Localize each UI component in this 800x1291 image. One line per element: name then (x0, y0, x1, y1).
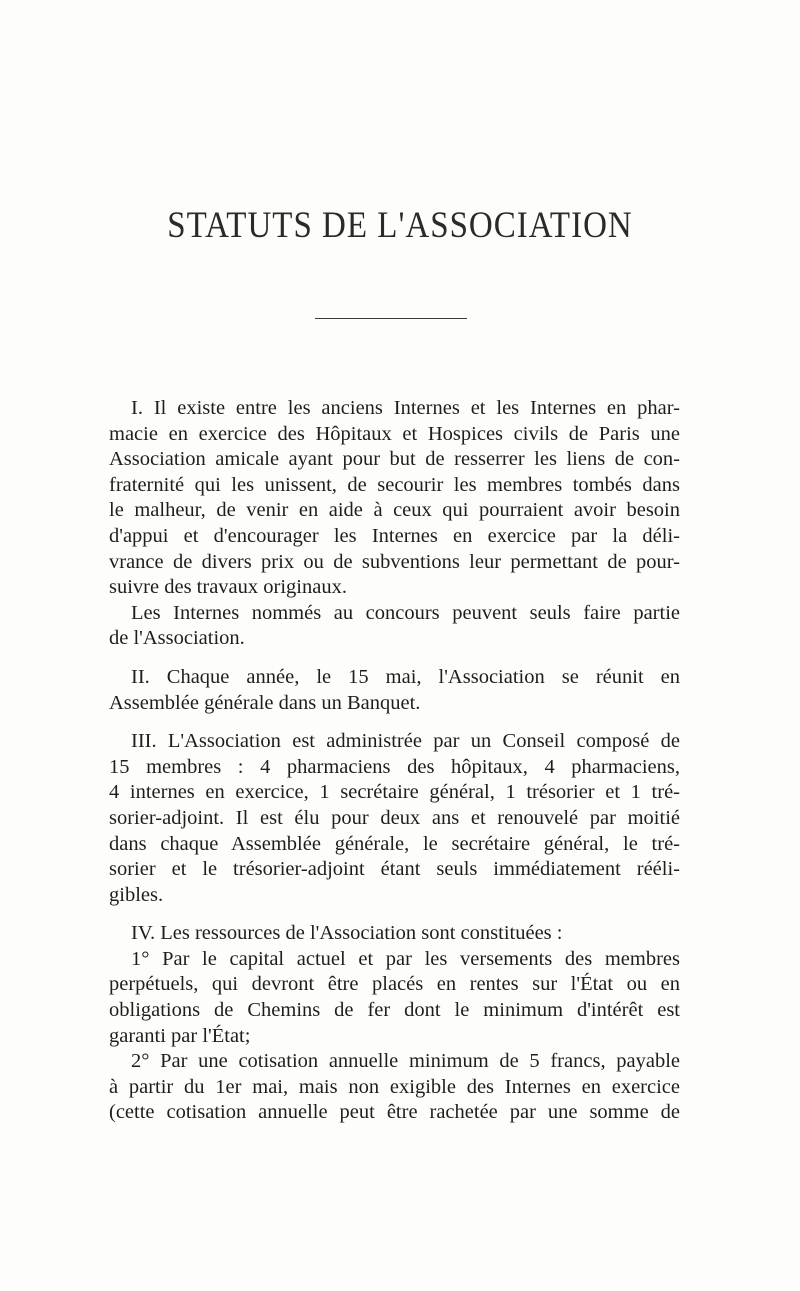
text-line: sorier-adjoint. Il est élu pour deux ans et renouvelé par moitié (109, 806, 680, 829)
text-line: le malheur, de venir en aide à ceux qui pourraient avoir besoin (109, 499, 680, 522)
text-line: de l'Association. (109, 627, 245, 650)
text-line: obligations de Chemins de fer dont le minimum d'intérêt est (109, 999, 680, 1022)
paragraph (109, 729, 680, 908)
document-title: STATUTS DE L'ASSOCIATION (167, 205, 633, 247)
paragraph (109, 665, 680, 716)
text-line: Les Internes nommés au concours peuvent seuls faire partie (131, 601, 680, 624)
text-line: (cette cotisation annuelle peut être rachetée par une somme de (109, 1101, 680, 1124)
text-line: d'appui et d'encourager les Internes en exercice par la déli- (109, 524, 680, 547)
text-line: vrance de divers prix ou de subventions leur permettant de pour- (109, 550, 680, 573)
text-line: Association amicale ayant pour but de resserrer les liens de con- (109, 448, 680, 471)
paragraph-gap (109, 908, 680, 921)
paragraph (109, 921, 680, 947)
text-line: III. L'Association est administrée par un Conseil composé de (131, 730, 680, 753)
text-line: suivre des travaux originaux. (109, 576, 347, 599)
paragraph-gap (109, 716, 680, 729)
paragraph (109, 1049, 680, 1126)
text-line: 15 membres : 4 pharmaciens des hôpitaux, 4 pharmaciens, (109, 755, 680, 778)
title-divider (315, 318, 467, 319)
text-line: II. Chaque année, le 15 mai, l'Association se réunit en (131, 665, 680, 688)
paragraph-gap (109, 652, 680, 665)
document-body (109, 396, 680, 1126)
text-line: 1° Par le capital actuel et par les versements des membres (131, 947, 680, 970)
text-line: garanti par l'État; (109, 1024, 251, 1047)
text-line: 2° Par une cotisation annuelle minimum de 5 francs, payable (131, 1050, 680, 1073)
text-line: Assemblée générale dans un Banquet. (109, 691, 421, 714)
text-line: I. Il existe entre les anciens Internes et les Internes en phar- (131, 397, 680, 419)
text-line: fraternité qui les unissent, de secourir les membres tombés dans (109, 473, 680, 496)
text-line: macie en exercice des Hôpitaux et Hospices civils de Paris une (109, 422, 680, 445)
text-line: gibles. (109, 883, 164, 906)
paragraph (109, 601, 680, 652)
text-line: IV. Les ressources de l'Association sont constituées : (131, 922, 563, 945)
text-line: dans chaque Assemblée générale, le secrétaire général, le tré- (109, 832, 680, 855)
text-line: 4 internes en exercice, 1 secrétaire général, 1 trésorier et 1 tré- (109, 781, 680, 804)
text-line: perpétuels, qui devront être placés en rentes sur l'État ou en (109, 973, 680, 996)
paragraph (109, 947, 680, 1049)
paragraph (109, 396, 680, 601)
text-line: à partir du 1er mai, mais non exigible des Internes en exercice (109, 1075, 680, 1098)
text-line: sorier et le trésorier-adjoint étant seuls immédiatement rééli- (109, 858, 680, 881)
